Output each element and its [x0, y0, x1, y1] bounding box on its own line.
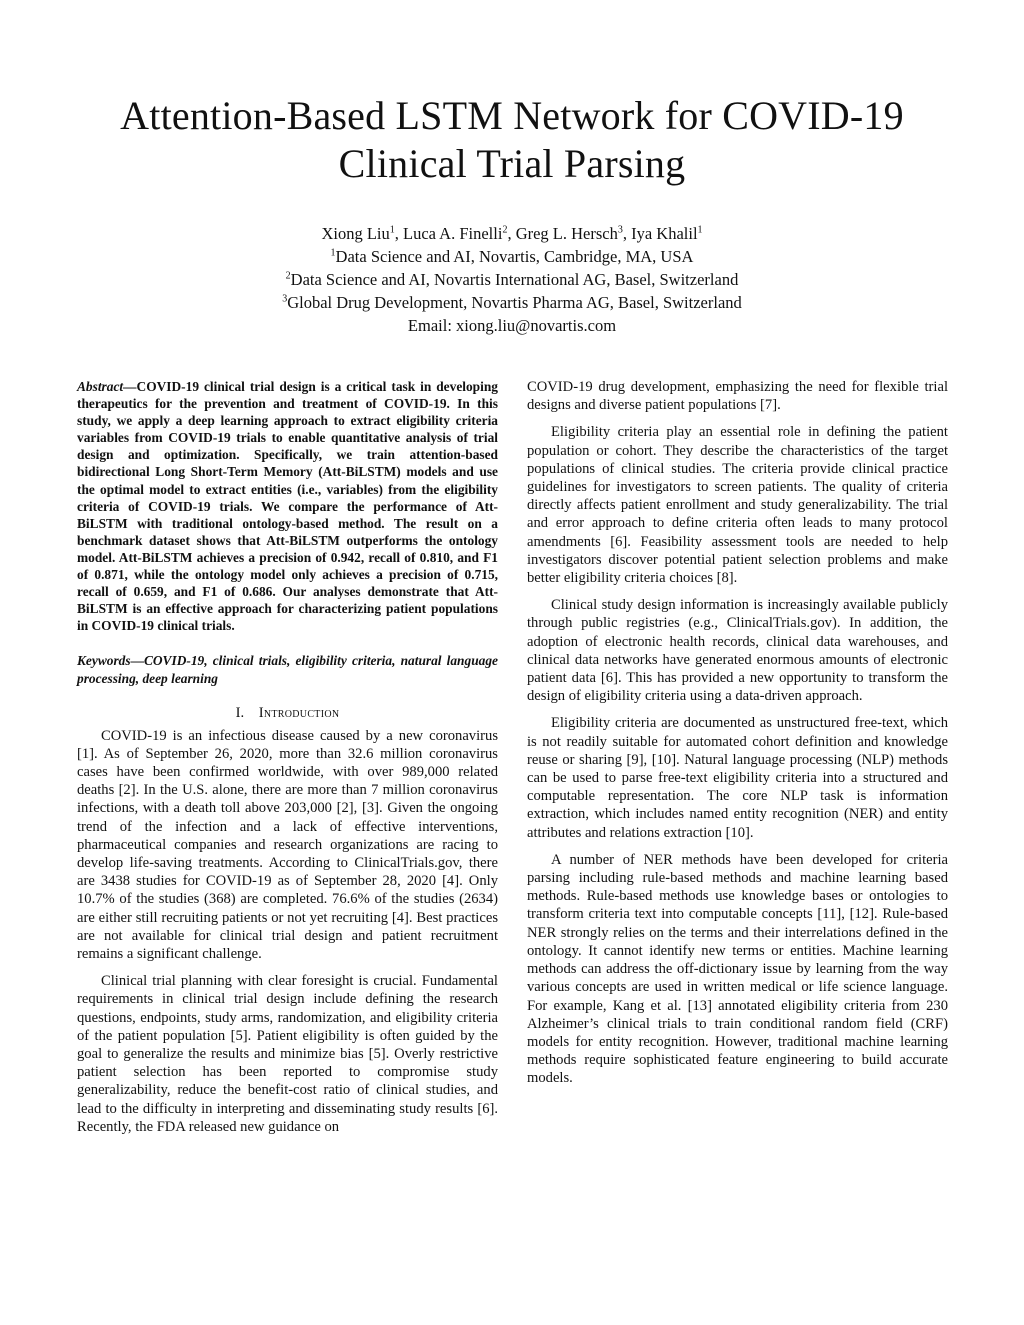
author-email: Email: xiong.liu@novartis.com: [407, 316, 617, 335]
section-numeral: I.: [235, 704, 245, 721]
author-name: Xiong Liu: [321, 224, 390, 243]
section-heading-introduction: [77, 704, 498, 722]
abstract-text: COVID-19 clinical trial design is a critical task in developing therapeutics for the prevention and treatment of COVID-19. In this study, we apply a deep learning approach to extract eligibility criteria variables from COVID-19 trials to enable quantitative analysis of trial design and optimization. Specifically, we train attention-based bidirectional Long Short-Term Memory (Att-BiLSTM) models and use the optimal model to extract entities (i.e., variables) from the eligibility criteria of COVID-19 trials. We compare the performance of Att-BiLSTM with traditional ontology-based method. The result on a benchmark dataset shows that Att-BiLSTM outperforms the ontology model. Att-BiLSTM achieves a precision of 0.942, recall of 0.810, and F1 of 0.871, while the ontology model only achieves a precision of 0.715, recall of 0.659, and F1 of 0.686. Our analyses demonstrate that Att-BiLSTM is an effective approach for characterizing patient populations in COVID-19 clinical trials.: [77, 379, 498, 634]
section-title: Introduction: [258, 704, 340, 721]
body-paragraph: COVID-19 drug development, emphasizing the need for flexible trial designs and diverse patient populations [7].: [527, 379, 948, 414]
author-affiliation-mark: 3: [617, 224, 623, 236]
body-paragraph: Eligibility criteria are documented as unstructured free-text, which is not readily suitable for automated cohort definition and knowledge reuse or sharing [9], [10]. Natural language processing (NLP) methods can be used to parse free-text eligibility criteria into a structured and computable representation. The core NLP task is information extraction, which includes named entity recognition (NER) and entity attributes and relations extraction [10].: [527, 715, 948, 841]
abstract: [77, 378, 498, 634]
affiliation-line: $^2$Data Science and AI, Novartis International AG, Basel, Switzerland: [285, 270, 739, 289]
author-list: Xiong Liu$^1$, Luca A. Finelli$^2$, Greg L. Hersch$^3$, Iya Khalil$^1$: [321, 224, 703, 243]
keywords: Keywords—COVID-19, clinical trials, eligibility criteria, natural language processing, deep learning: [77, 653, 498, 686]
body-paragraph: A number of NER methods have been developed for criteria parsing including rule-based methods and machine learning based methods. Rule-based methods use knowledge bases or ontologies to transform criteria text into computable concepts [11], [12]. Rule-based NER strongly relies on the terms and their interrelations defined in the ontology. It cannot identify new terms or entities. Machine learning methods can address the off-dictionary issue by learning from the way various concepts are used in written medical or life science language. For example, Kang et al. [13] annotated eligibility criteria from 230 Alzheimer’s clinical trials to train conditional random field (CRF) models for entity recognition. However, traditional machine learning methods require sophisticated feature engineering to build accurate models.: [527, 851, 948, 1087]
title-line-1: Attention-Based LSTM Network for COVID-19: [120, 93, 904, 138]
author-block: [0, 222, 1024, 337]
paper-title: [0, 92, 1024, 188]
author-name: Greg L. Hersch: [515, 224, 618, 243]
author-name: Iya Khalil: [631, 224, 698, 243]
body-paragraph: Clinical study design information is increasingly available publicly through public registries (e.g., ClinicalTrials.gov). In addition, the adoption of electronic health records, clinical data warehouses, and clinical data networks have generated enormous amounts of electronic patient data [6]. This has provided a new opportunity to transform the design of eligibility criteria using a data-driven approach.: [527, 597, 948, 705]
author-affiliation-mark: 2: [502, 224, 508, 236]
right-column: [527, 378, 948, 1097]
affiliation-line: $^1$Data Science and AI, Novartis, Cambridge, MA, USA: [330, 247, 694, 266]
author-affiliation-mark: 1: [389, 224, 395, 236]
author-name: Luca A. Finelli: [402, 224, 503, 243]
affiliation-line: $^3$Global Drug Development, Novartis Pharma AG, Basel, Switzerland: [282, 293, 742, 312]
left-column: [77, 378, 498, 1145]
body-paragraph: COVID-19 is an infectious disease caused by a new coronavirus [1]. As of September 26, 2020, more than 32.6 million coronavirus cases have been confirmed worldwide, with over 989,000 related deaths [2]. In the U.S. alone, there are more than 7 million coronavirus infections, with a death toll above 203,000 [2], [3]. Given the ongoing trend of the infection and a lack of effective interventions, pharmaceutical companies and research organizations are racing to develop life-saving treatments. According to ClinicalTrials.gov, there are 3438 studies for COVID-19 as of September 28, 2020 [4]. Only 10.7% of the studies (368) are completed. 76.6% of the studies (2634) are either still recruiting patients or not yet recruiting [4]. Best practices are not available for clinical trial design and patient recruitment remains a significant challenge.: [77, 727, 498, 963]
title-line-2: Clinical Trial Parsing: [338, 141, 686, 186]
abstract-lead: Abstract—: [77, 379, 137, 394]
body-paragraph: Eligibility criteria play an essential role in defining the patient population or cohort. They describe the characteristics of the target populations of clinical studies. The criteria provide clinical practice guidelines for investigators to screen patients. The quality of criteria directly affects patient enrollment and study generalizability. The trial and error approach to define criteria often leads to many protocol amendments [6]. Feasibility assessment tools are needed to help investigators discover potential patient selection problems and make better eligibility criteria choices [8].: [527, 424, 948, 587]
body-paragraph: Clinical trial planning with clear foresight is crucial. Fundamental requirements in clinical trial design include defining the research questions, endpoints, study arms, randomization, and eligibility criteria of the patient population [5]. Patient eligibility is often guided by the goal to generalize the results and minimize bias [5]. Overly restrictive patient selection has been reported to compromise study generalizability, reduce the benefit-cost ratio of clinical studies, and lead to the difficulty in interpreting and disseminating study results [6]. Recently, the FDA released new guidance on: [77, 973, 498, 1135]
author-affiliation-mark: 1: [697, 224, 703, 236]
